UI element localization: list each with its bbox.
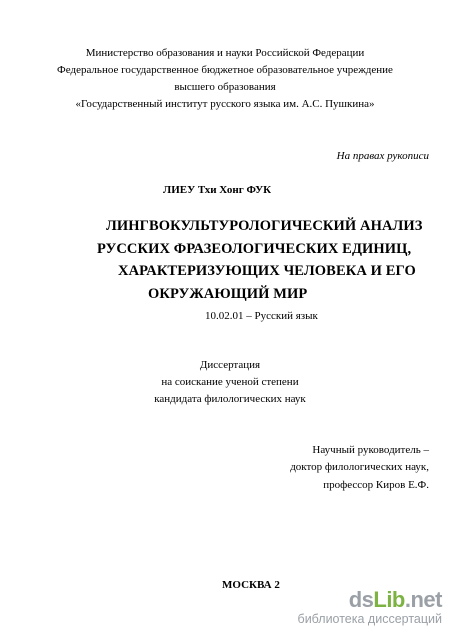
- author-name: ЛИЕУ Тхи Хонг ФУК: [163, 184, 272, 196]
- dslib-logo: [298, 588, 442, 612]
- logo-lib: Lib: [373, 587, 405, 612]
- title-line-4: ОКРУЖАЮЩИЙ МИР: [148, 286, 308, 302]
- education-level-line: высшего образования: [174, 81, 276, 93]
- institution-type-line: Федеральное государственное бюджетное образовательное учреждение: [57, 64, 393, 76]
- supervisor-line-3: профессор Киров Е.Ф.: [323, 479, 429, 491]
- supervisor-line-1: Научный руководитель –: [312, 444, 429, 456]
- institute-name-line: «Государственный институт русского языка им. А.С. Пушкина»: [75, 98, 375, 110]
- title-line-3: ХАРАКТЕРИЗУЮЩИХ ЧЕЛОВЕКА И ЕГО: [118, 263, 416, 279]
- degree-line-3: кандидата филологических наук: [154, 393, 306, 405]
- title-line-2: РУССКИХ ФРАЗЕОЛОГИЧЕСКИХ ЕДИНИЦ,: [97, 241, 412, 257]
- specialty-code: 10.02.01 – Русский язык: [205, 310, 318, 322]
- logo-net: .net: [404, 587, 442, 612]
- supervisor-line-2: доктор филологических наук,: [290, 461, 429, 473]
- degree-line-2: на соискание ученой степени: [161, 376, 299, 388]
- title-line-1: ЛИНГВОКУЛЬТУРОЛОГИЧЕСКИЙ АНАЛИЗ: [106, 218, 423, 234]
- logo-ds: ds: [348, 587, 374, 612]
- dslib-watermark: [298, 588, 442, 627]
- degree-line-1: Диссертация: [199, 359, 261, 371]
- watermark-subtitle: библиотека диссертаций: [297, 612, 442, 626]
- manuscript-rights-note: На правах рукописи: [336, 150, 429, 162]
- ministry-line: Министерство образования и науки Российской Федерации: [85, 47, 365, 59]
- city-year: МОСКВА 2: [222, 579, 280, 591]
